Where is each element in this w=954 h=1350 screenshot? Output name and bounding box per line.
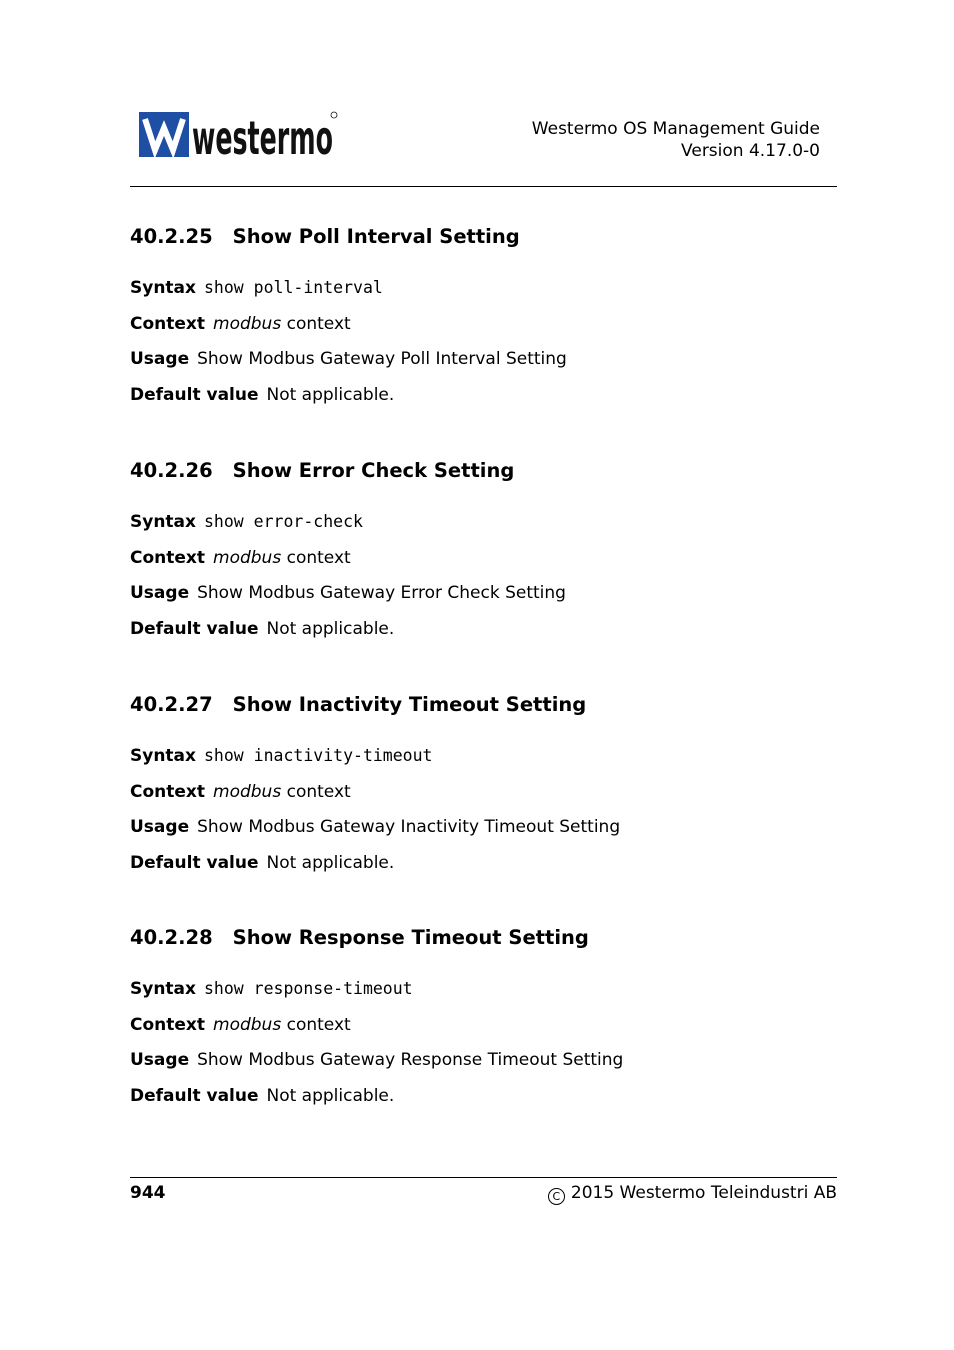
context-row bbox=[130, 781, 837, 803]
context-suffix: context bbox=[286, 781, 351, 802]
default-text: Not applicable. bbox=[266, 384, 395, 405]
usage-text: Show Modbus Gateway Inactivity Timeout Setting bbox=[197, 817, 621, 837]
usage-row bbox=[130, 348, 837, 370]
syntax-command: show poll-interval bbox=[204, 278, 383, 297]
default-label: Default value bbox=[130, 1085, 259, 1106]
section-poll-interval bbox=[130, 225, 837, 419]
page-number: 944 bbox=[130, 1183, 166, 1203]
section-number: 40.2.28 bbox=[130, 926, 213, 949]
section-inactivity-timeout bbox=[130, 693, 837, 887]
context-label: Context bbox=[130, 781, 206, 802]
default-text: Not applicable. bbox=[266, 852, 395, 873]
context-suffix: context bbox=[286, 1014, 351, 1035]
copyright bbox=[548, 1182, 837, 1205]
section-title: Show Poll Interval Setting bbox=[232, 225, 520, 248]
usage-row bbox=[130, 816, 837, 838]
context-suffix: context bbox=[286, 313, 351, 334]
usage-row bbox=[130, 582, 837, 604]
page-footer bbox=[130, 1182, 837, 1204]
context-row bbox=[130, 313, 837, 335]
syntax-row bbox=[130, 745, 837, 767]
footer-divider bbox=[130, 1177, 837, 1178]
syntax-command: show response-timeout bbox=[204, 979, 413, 998]
section-response-timeout bbox=[130, 926, 837, 1120]
syntax-row bbox=[130, 277, 837, 299]
default-row bbox=[130, 1085, 837, 1107]
syntax-label: Syntax bbox=[130, 512, 196, 532]
context-label: Context bbox=[130, 313, 206, 334]
section-number: 40.2.26 bbox=[130, 459, 213, 482]
default-label: Default value bbox=[130, 618, 259, 639]
usage-text: Show Modbus Gateway Error Check Setting bbox=[197, 583, 566, 603]
section-heading bbox=[130, 459, 837, 483]
default-label: Default value bbox=[130, 384, 259, 405]
default-row bbox=[130, 384, 837, 406]
usage-text: Show Modbus Gateway Poll Interval Setting bbox=[197, 349, 567, 369]
syntax-label: Syntax bbox=[130, 278, 196, 298]
section-title: Show Inactivity Timeout Setting bbox=[232, 693, 587, 716]
usage-label: Usage bbox=[130, 817, 190, 837]
header-divider bbox=[130, 186, 837, 187]
context-label: Context bbox=[130, 1014, 206, 1035]
context-row bbox=[130, 1014, 837, 1036]
usage-label: Usage bbox=[130, 583, 190, 603]
section-number: 40.2.25 bbox=[130, 225, 213, 248]
usage-text: Show Modbus Gateway Response Timeout Setting bbox=[197, 1050, 624, 1070]
context-name: modbus bbox=[213, 547, 282, 568]
syntax-row bbox=[130, 978, 837, 1000]
syntax-command: show inactivity-timeout bbox=[204, 746, 433, 765]
default-row bbox=[130, 852, 837, 874]
section-heading bbox=[130, 693, 837, 717]
westermo-logo bbox=[139, 110, 339, 165]
guide-version: Version 4.17.0-0 bbox=[681, 141, 820, 161]
section-heading bbox=[130, 225, 837, 249]
section-error-check bbox=[130, 459, 837, 653]
default-row bbox=[130, 618, 837, 640]
section-number: 40.2.27 bbox=[130, 693, 213, 716]
context-label: Context bbox=[130, 547, 206, 568]
syntax-label: Syntax bbox=[130, 979, 196, 999]
guide-title: Westermo OS Management Guide bbox=[531, 119, 820, 139]
copyright-icon: C bbox=[548, 1188, 565, 1205]
context-row bbox=[130, 547, 837, 569]
context-name: modbus bbox=[213, 313, 282, 334]
section-title: Show Error Check Setting bbox=[232, 459, 515, 482]
copyright-text: 2015 Westermo Teleindustri AB bbox=[570, 1183, 837, 1203]
syntax-command: show error-check bbox=[204, 512, 363, 531]
usage-label: Usage bbox=[130, 1050, 190, 1070]
syntax-row bbox=[130, 511, 837, 533]
usage-row bbox=[130, 1049, 837, 1071]
section-title: Show Response Timeout Setting bbox=[232, 926, 589, 949]
section-heading bbox=[130, 926, 837, 950]
logo-wordmark: westermo bbox=[192, 111, 333, 165]
context-suffix: context bbox=[286, 547, 351, 568]
default-text: Not applicable. bbox=[266, 618, 395, 639]
usage-label: Usage bbox=[130, 349, 190, 369]
context-name: modbus bbox=[213, 781, 282, 802]
default-text: Not applicable. bbox=[266, 1085, 395, 1106]
context-name: modbus bbox=[213, 1014, 282, 1035]
syntax-label: Syntax bbox=[130, 746, 196, 766]
page-header bbox=[130, 108, 837, 168]
guide-info bbox=[532, 118, 820, 162]
default-label: Default value bbox=[130, 852, 259, 873]
